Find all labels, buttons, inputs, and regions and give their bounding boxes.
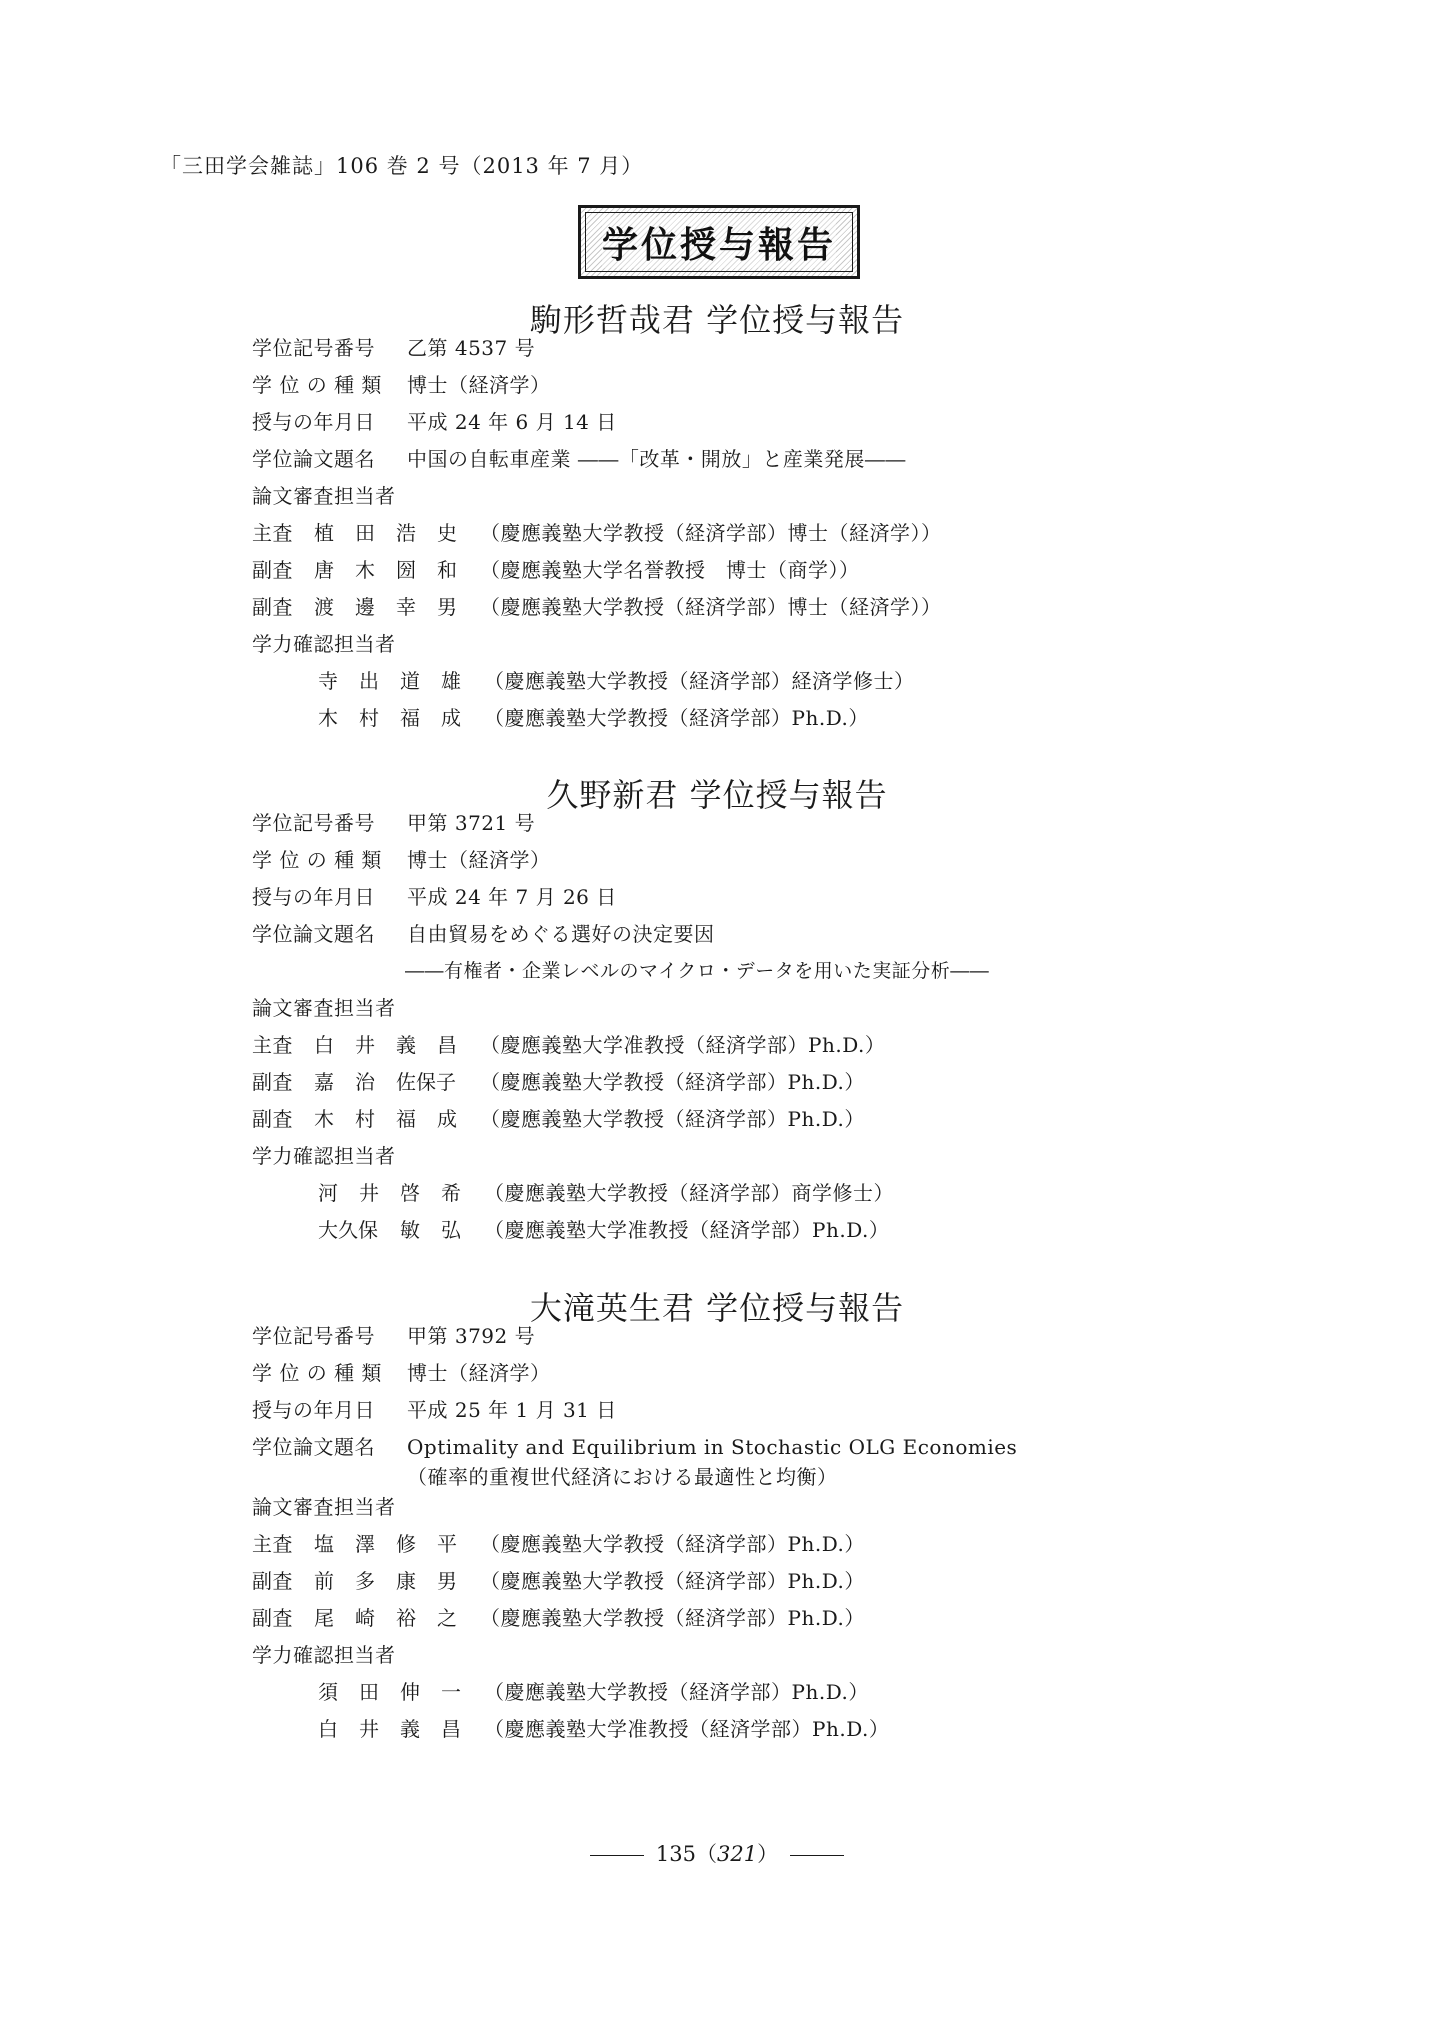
field-row <box>252 444 906 474</box>
field-label: 学位記号番号 <box>252 336 375 360</box>
examiner-name: 木 村 福 成 <box>314 1107 457 1131</box>
field-value: 中国の自転車産業 ――「改革・開放」と産業発展―― <box>407 447 906 471</box>
examiner-affiliation: （慶應義塾大学教授（経済学部）博士（経済学）） <box>480 521 942 545</box>
examiner-affiliation: （慶應義塾大学教授（経済学部）Ph.D.） <box>480 1107 865 1131</box>
field-value: Optimality and Equilibrium in Stochastic OLG Economies <box>407 1435 1018 1459</box>
field-row <box>252 333 535 363</box>
confirmer-row <box>318 1178 894 1208</box>
examiner-affiliation: （慶應義塾大学教授（経済学部）Ph.D.） <box>480 1569 865 1593</box>
confirmer-affiliation: （慶應義塾大学教授（経済学部）Ph.D.） <box>484 706 869 730</box>
field-row <box>252 1321 535 1351</box>
confirmer-row <box>318 703 869 733</box>
journal-header: 「三田学会雑誌」106 巻 2 号（2013 年 7 月） <box>160 154 644 178</box>
field-label: 学位記号番号 <box>252 1324 375 1348</box>
original-page-number: 321 <box>717 1842 758 1866</box>
confirmer-name: 寺 出 道 雄 <box>318 669 461 693</box>
examiner-row <box>252 1566 865 1596</box>
field-row <box>252 1395 617 1425</box>
field-label: 学 位 の 種 類 <box>252 373 382 397</box>
examiner-name: 植 田 浩 史 <box>314 521 457 545</box>
field-row <box>252 808 535 838</box>
examiner-row <box>252 518 942 548</box>
examiner-row <box>252 1529 865 1559</box>
thesis-subtitle: ――有権者・企業レベルのマイクロ・データを用いた実証分析―― <box>405 960 990 982</box>
confirmer-name: 須 田 伸 一 <box>318 1680 461 1704</box>
confirmers-heading: 学力確認担当者 <box>252 1144 396 1168</box>
examiner-role: 副査 <box>252 1606 293 1630</box>
examiner-name: 渡 邊 幸 男 <box>314 595 457 619</box>
thesis-subtitle: （確率的重複世代経済における最適性と均衡） <box>407 1465 838 1489</box>
examiner-role: 副査 <box>252 558 293 582</box>
report-title: 久野新君 学位授与報告 <box>546 776 888 814</box>
field-label: 学位論文題名 <box>252 1435 375 1459</box>
confirmer-affiliation: （慶應義塾大学准教授（経済学部）Ph.D.） <box>484 1218 890 1242</box>
examiner-row <box>252 555 860 585</box>
field-label: 学位記号番号 <box>252 811 375 835</box>
field-value: 平成 24 年 7 月 26 日 <box>407 885 617 909</box>
examiner-affiliation: （慶應義塾大学教授（経済学部）博士（経済学）） <box>480 595 942 619</box>
examiner-name: 唐 木 圀 和 <box>314 558 457 582</box>
confirmer-affiliation: （慶應義塾大学教授（経済学部）Ph.D.） <box>484 1680 869 1704</box>
confirmer-name: 木 村 福 成 <box>318 706 461 730</box>
field-value: 博士（経済学） <box>407 1361 551 1385</box>
confirmers-heading: 学力確認担当者 <box>252 632 396 656</box>
field-value: 甲第 3792 号 <box>407 1324 536 1348</box>
examiner-row <box>252 1603 865 1633</box>
examiner-affiliation: （慶應義塾大学名誉教授 博士（商学）） <box>480 558 860 582</box>
confirmer-affiliation: （慶應義塾大学教授（経済学部）経済学修士） <box>484 669 915 693</box>
field-row <box>252 845 551 875</box>
field-value: 博士（経済学） <box>407 848 551 872</box>
field-label: 授与の年月日 <box>252 1398 375 1422</box>
examiner-name: 白 井 義 昌 <box>314 1033 457 1057</box>
field-row <box>252 919 715 949</box>
examiner-row <box>252 592 942 622</box>
field-value: 自由貿易をめぐる選好の決定要因 <box>407 922 715 946</box>
examiner-row <box>252 1104 865 1134</box>
field-row <box>252 882 617 912</box>
examiner-role: 副査 <box>252 595 293 619</box>
examiner-affiliation: （慶應義塾大学教授（経済学部）Ph.D.） <box>480 1532 865 1556</box>
confirmer-name: 大久保 敏 弘 <box>318 1218 461 1242</box>
examiner-name: 尾 崎 裕 之 <box>314 1606 457 1630</box>
field-label: 学位論文題名 <box>252 447 375 471</box>
confirmer-name: 白 井 義 昌 <box>318 1717 461 1741</box>
field-label: 学位論文題名 <box>252 922 375 946</box>
examiner-role: 副査 <box>252 1070 293 1094</box>
confirmer-row <box>318 1714 889 1744</box>
footer-rule <box>590 1855 644 1856</box>
field-row <box>252 407 617 437</box>
field-value: 平成 25 年 1 月 31 日 <box>407 1398 617 1422</box>
examiner-affiliation: （慶應義塾大学教授（経済学部）Ph.D.） <box>480 1070 865 1094</box>
confirmer-row <box>318 1215 889 1245</box>
examiner-role: 副査 <box>252 1107 293 1131</box>
examiner-role: 主査 <box>252 521 293 545</box>
field-value: 甲第 3721 号 <box>407 811 536 835</box>
report-title: 駒形哲哉君 学位授与報告 <box>529 301 905 339</box>
field-value: 平成 24 年 6 月 14 日 <box>407 410 617 434</box>
page-number: 135 <box>655 1842 696 1866</box>
field-row <box>252 370 551 400</box>
field-value: 乙第 4537 号 <box>407 336 536 360</box>
examiner-role: 主査 <box>252 1532 293 1556</box>
field-label: 授与の年月日 <box>252 885 375 909</box>
examiner-affiliation: （慶應義塾大学准教授（経済学部）Ph.D.） <box>480 1033 886 1057</box>
confirmer-name: 河 井 啓 希 <box>318 1181 461 1205</box>
examiners-heading: 論文審査担当者 <box>252 996 396 1020</box>
examiner-name: 塩 澤 修 平 <box>314 1532 457 1556</box>
field-row <box>252 1432 1017 1462</box>
examiner-row <box>252 1030 885 1060</box>
field-label: 学 位 の 種 類 <box>252 848 382 872</box>
examiners-heading: 論文審査担当者 <box>252 484 396 508</box>
examiner-affiliation: （慶應義塾大学教授（経済学部）Ph.D.） <box>480 1606 865 1630</box>
field-label: 学 位 の 種 類 <box>252 1361 382 1385</box>
examiner-name: 前 多 康 男 <box>314 1569 457 1593</box>
field-label: 授与の年月日 <box>252 410 375 434</box>
examiners-heading: 論文審査担当者 <box>252 1495 396 1519</box>
examiner-row <box>252 1067 865 1097</box>
report-title: 大滝英生君 学位授与報告 <box>529 1289 905 1327</box>
section-banner <box>578 205 860 279</box>
examiner-role: 副査 <box>252 1569 293 1593</box>
footer-rule <box>790 1855 844 1856</box>
confirmer-row <box>318 666 915 696</box>
page-footer: 135（321） <box>0 1838 1434 1868</box>
confirmer-affiliation: （慶應義塾大学准教授（経済学部）Ph.D.） <box>484 1717 890 1741</box>
confirmer-row <box>318 1677 869 1707</box>
field-value: 博士（経済学） <box>407 373 551 397</box>
banner-title: 学位授与報告 <box>602 217 836 268</box>
examiner-role: 主査 <box>252 1033 293 1057</box>
confirmer-affiliation: （慶應義塾大学教授（経済学部）商学修士） <box>484 1181 894 1205</box>
field-row <box>252 1358 551 1388</box>
confirmers-heading: 学力確認担当者 <box>252 1643 396 1667</box>
examiner-name: 嘉 治 佐保子 <box>314 1070 456 1094</box>
